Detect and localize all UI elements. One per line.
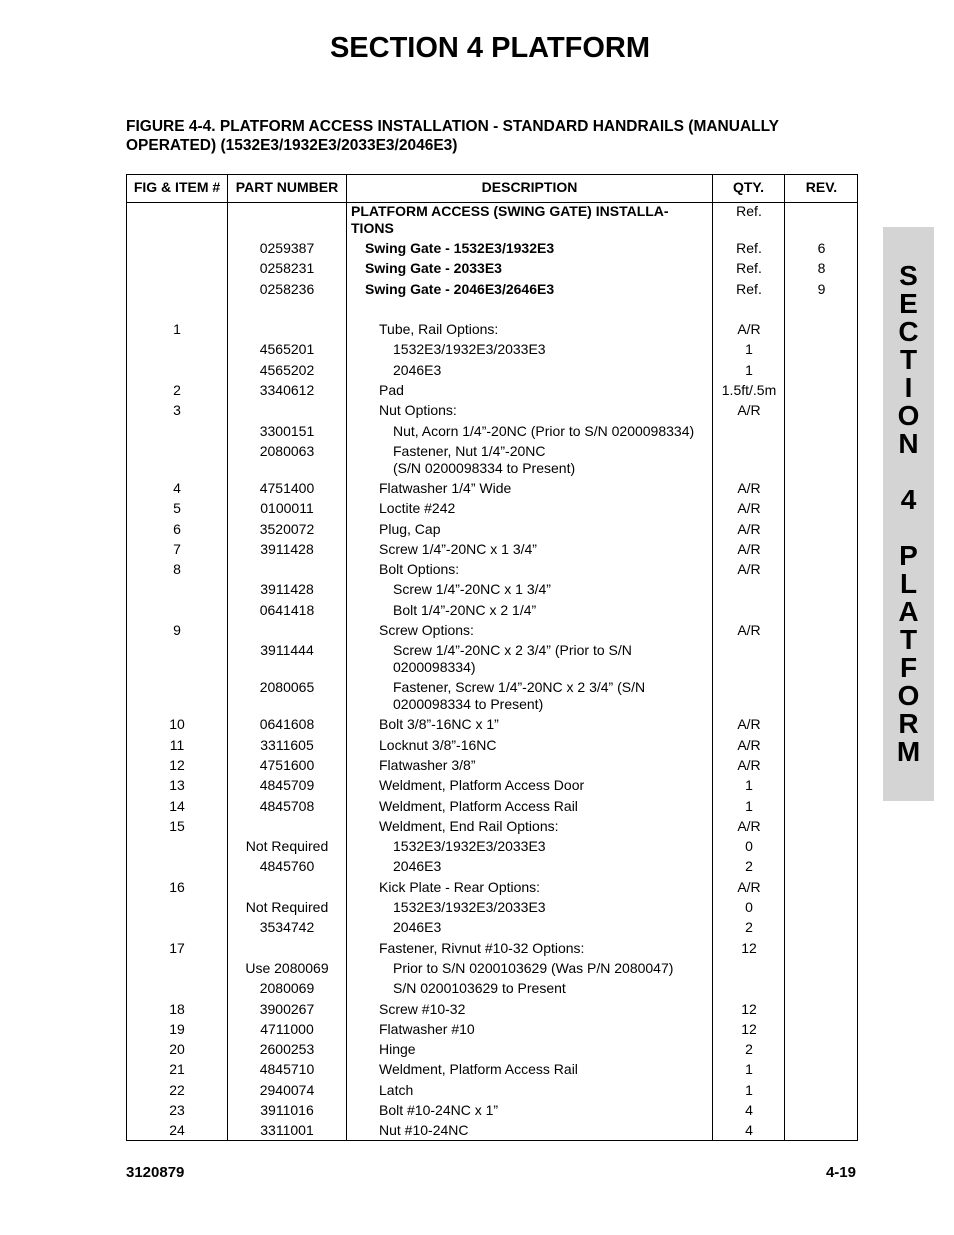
- header-qty: QTY.: [732, 179, 765, 195]
- qty-cell: 1: [745, 797, 753, 814]
- description-cell: [351, 716, 711, 733]
- description-text-line2: TIONS: [351, 220, 394, 236]
- description-cell: [351, 341, 711, 358]
- side-tab-letter: L: [899, 568, 918, 599]
- footer-doc-number: 3120879: [126, 1164, 185, 1181]
- side-tab-letter: T: [899, 624, 918, 655]
- part-number-cell: 0641608: [259, 716, 315, 733]
- fig-item-cell: 17: [169, 939, 185, 956]
- part-number-cell: 4845708: [259, 797, 315, 814]
- fig-item-cell: 3: [173, 402, 181, 419]
- description-cell: [351, 737, 711, 754]
- qty-cell: 0: [745, 899, 753, 916]
- description-cell: [351, 1021, 711, 1038]
- table-row: [127, 940, 857, 960]
- table-row: [127, 838, 857, 858]
- description-cell: [351, 1102, 711, 1119]
- part-number-cell: 2080065: [259, 679, 315, 696]
- description-cell: [351, 980, 711, 997]
- description-text: Pad: [379, 382, 404, 399]
- side-tab-letters: [883, 262, 934, 766]
- part-number-cell: 4565202: [259, 361, 315, 378]
- part-number-cell: 4751600: [259, 756, 315, 773]
- description-cell: [351, 838, 711, 855]
- table-row: [127, 818, 857, 838]
- qty-cell: Ref.: [736, 260, 762, 277]
- description-text: 1532E3/1932E3/2033E3: [393, 838, 546, 855]
- part-number-cell: 0259387: [259, 240, 315, 256]
- qty-cell: A/R: [737, 736, 761, 753]
- description-cell: [351, 541, 711, 558]
- qty-cell: 4: [745, 1122, 753, 1139]
- part-number-cell: 0641418: [259, 601, 315, 618]
- side-tab-letter: [883, 514, 934, 542]
- description-cell: [351, 858, 711, 875]
- table-row: [127, 341, 857, 361]
- description-cell: [351, 260, 711, 277]
- qty-cell: 1: [745, 1061, 753, 1078]
- description-text: Screw #10-32: [379, 1000, 466, 1017]
- description-cell: [351, 818, 711, 835]
- table-row: [127, 899, 857, 919]
- fig-item-cell: 11: [169, 736, 185, 753]
- description-cell: [351, 423, 711, 440]
- fig-item-cell: 14: [169, 797, 185, 814]
- description-text: Bolt 3/8”-16NC x 1”: [379, 716, 499, 733]
- description-text: 2046E3: [393, 919, 442, 936]
- section-side-tab[interactable]: [883, 227, 934, 801]
- table-row: [127, 919, 857, 939]
- table-row: [127, 240, 857, 260]
- part-number-cell: 2080069: [259, 980, 315, 997]
- description-text: Bolt Options:: [379, 561, 460, 578]
- description-cell: [351, 203, 711, 237]
- header-description: DESCRIPTION: [481, 179, 578, 195]
- rev-cell: 9: [817, 280, 826, 297]
- side-tab-letter: M: [896, 736, 921, 767]
- qty-cell: 12: [741, 939, 757, 956]
- part-number-cell: 4751400: [259, 479, 315, 496]
- table-row: [127, 642, 857, 679]
- part-number-cell: 0100011: [260, 500, 314, 517]
- table-row: [127, 1102, 857, 1122]
- description-cell: [351, 1041, 711, 1058]
- table-row: [127, 622, 857, 642]
- table-header: [127, 175, 857, 203]
- part-number-cell: 0258231: [259, 260, 315, 277]
- table-row: [127, 321, 857, 341]
- qty-cell: A/R: [737, 756, 761, 773]
- qty-cell: 12: [741, 1000, 757, 1017]
- qty-cell: 1: [745, 361, 753, 378]
- side-tab-letter: O: [897, 400, 920, 431]
- qty-cell: A/R: [737, 500, 761, 517]
- description-cell: [351, 899, 711, 916]
- fig-item-cell: 4: [173, 479, 181, 496]
- description-text-line2: (S/N 0200098334 to Present): [393, 459, 576, 476]
- description-text: Weldment, Platform Access Rail: [379, 1061, 578, 1078]
- table-row: [127, 757, 857, 777]
- qty-cell: A/R: [737, 321, 761, 338]
- table-row: [127, 402, 857, 422]
- table-row: [127, 679, 857, 716]
- table-row: [127, 716, 857, 736]
- table-row: [127, 561, 857, 581]
- fig-item-cell: 13: [169, 777, 185, 794]
- footer-page-number: 4-19: [825, 1164, 856, 1181]
- description-text: Hinge: [379, 1041, 416, 1058]
- part-number-cell: 3311001: [260, 1122, 314, 1139]
- description-text: Tube, Rail Options:: [379, 321, 499, 338]
- table-row: [127, 423, 857, 443]
- table-row: [127, 1061, 857, 1081]
- parts-table: [126, 174, 858, 1141]
- description-cell: [351, 777, 711, 794]
- fig-item-cell: 8: [173, 561, 181, 578]
- side-tab-letter: S: [899, 260, 918, 291]
- header-fig-item: FIG & ITEM #: [133, 179, 221, 195]
- part-number-cell: 4711000: [260, 1020, 314, 1037]
- table-row: [127, 1001, 857, 1021]
- fig-item-cell: 7: [173, 540, 181, 557]
- side-tab-letter: C: [898, 316, 919, 347]
- table-row: [127, 602, 857, 622]
- side-tab-letter: N: [898, 428, 919, 459]
- qty-cell: A/R: [737, 402, 761, 419]
- description-cell: [351, 679, 711, 713]
- part-number-cell: 3911428: [260, 581, 314, 598]
- qty-cell: 2: [745, 858, 753, 875]
- description-cell: [351, 642, 711, 676]
- part-number-cell: 0258236: [259, 280, 315, 297]
- description-cell: [351, 281, 711, 298]
- header-rev: REV.: [805, 179, 838, 195]
- part-number-cell: Not Required: [245, 899, 329, 916]
- description-text: Fastener, Screw 1/4”-20NC x 2 3/4” (S/N: [393, 679, 646, 696]
- description-cell: [351, 960, 711, 977]
- description-text: Plug, Cap: [379, 520, 441, 537]
- qty-cell: 0: [745, 838, 753, 855]
- part-number-cell: 2080063: [259, 442, 315, 459]
- qty-cell: 2: [745, 919, 753, 936]
- description-cell: [351, 480, 711, 497]
- description-cell: [351, 798, 711, 815]
- qty-cell: 1: [745, 341, 753, 358]
- table-row: [127, 1082, 857, 1102]
- part-number-cell: 4565201: [259, 341, 315, 358]
- description-cell: [351, 382, 711, 399]
- description-text: Swing Gate - 2033E3: [365, 260, 502, 277]
- description-text: Flatwasher #10: [379, 1020, 475, 1037]
- qty-cell: A/R: [737, 817, 761, 834]
- side-tab-letter: A: [898, 596, 919, 627]
- table-row: [127, 1041, 857, 1061]
- qty-cell: Ref.: [736, 280, 762, 297]
- table-row: [127, 777, 857, 797]
- description-cell: [351, 1082, 711, 1099]
- qty-cell: A/R: [737, 622, 761, 639]
- fig-item-cell: 5: [173, 500, 181, 517]
- description-cell: [351, 1001, 711, 1018]
- description-text: 2046E3: [393, 858, 442, 875]
- side-tab-letter: 4: [900, 484, 917, 515]
- section-title: SECTION 4 PLATFORM: [329, 32, 651, 64]
- qty-cell: 1.5ft/.5m: [721, 382, 777, 399]
- fig-item-cell: 9: [173, 622, 181, 639]
- part-number-cell: 3911444: [260, 642, 314, 659]
- header-part-number: PART NUMBER: [235, 179, 339, 195]
- fig-item-cell: 16: [169, 878, 185, 895]
- qty-cell: A/R: [737, 520, 761, 537]
- qty-cell: Ref.: [736, 203, 762, 219]
- table-row: [127, 737, 857, 757]
- description-text: S/N 0200103629 to Present: [393, 980, 566, 997]
- description-text: Latch: [379, 1081, 414, 1098]
- part-number-cell: 4845709: [259, 777, 315, 794]
- part-number-cell: 3340612: [259, 382, 315, 399]
- description-cell: [351, 561, 711, 578]
- description-cell: [351, 622, 711, 639]
- table-row: [127, 521, 857, 541]
- description-text: Bolt 1/4”-20NC x 2 1/4”: [393, 601, 537, 618]
- table-row: [127, 480, 857, 500]
- table-row: [127, 362, 857, 382]
- table-row: [127, 500, 857, 520]
- table-row: [127, 382, 857, 402]
- table-row: [127, 960, 857, 980]
- description-text: Nut Options:: [379, 402, 457, 419]
- description-text: Screw 1/4”-20NC x 1 3/4”: [379, 540, 537, 557]
- description-text-line2: 0200098334): [393, 659, 476, 676]
- description-text: Fastener, Rivnut #10-32 Options:: [379, 939, 585, 956]
- description-cell: [351, 581, 711, 598]
- description-text: Screw Options:: [379, 622, 474, 639]
- table-row: [127, 858, 857, 878]
- table-row: [127, 301, 857, 321]
- description-text: Weldment, End Rail Options:: [379, 817, 559, 834]
- description-cell: [351, 443, 711, 477]
- qty-cell: 2: [745, 1041, 753, 1058]
- fig-item-cell: 23: [169, 1101, 185, 1118]
- part-number-cell: 3911016: [260, 1101, 314, 1118]
- part-number-cell: 2600253: [259, 1041, 315, 1058]
- description-text: Weldment, Platform Access Door: [379, 777, 585, 794]
- qty-cell: A/R: [737, 540, 761, 557]
- qty-cell: 4: [745, 1101, 753, 1118]
- description-cell: [351, 602, 711, 619]
- description-text: 1532E3/1932E3/2033E3: [393, 899, 546, 916]
- description-text: Swing Gate - 1532E3/1932E3: [365, 240, 555, 256]
- description-cell: [351, 521, 711, 538]
- fig-item-cell: 22: [169, 1081, 185, 1098]
- qty-cell: A/R: [737, 479, 761, 496]
- table-row: [127, 260, 857, 280]
- part-number-cell: 3911428: [260, 540, 314, 557]
- table-row: [127, 1122, 857, 1142]
- description-cell: [351, 321, 711, 338]
- qty-cell: A/R: [737, 716, 761, 733]
- side-tab-letter: P: [899, 540, 918, 571]
- table-row: [127, 980, 857, 1000]
- fig-item-cell: 20: [169, 1041, 185, 1058]
- fig-item-cell: 19: [169, 1020, 185, 1037]
- fig-item-cell: 15: [169, 817, 185, 834]
- side-tab-letter: R: [898, 708, 919, 739]
- description-cell: [351, 940, 711, 957]
- rev-cell: 8: [817, 260, 826, 277]
- qty-cell: Ref.: [736, 240, 762, 256]
- description-cell: [351, 240, 711, 257]
- fig-item-cell: 18: [169, 1000, 185, 1017]
- figure-title: FIGURE 4-4. PLATFORM ACCESS INSTALLATION - STANDARD HANDRAILS (MANUALLY OPERATED) (1532E3/1932E3/2033E3/2046E3): [126, 118, 779, 154]
- qty-cell: A/R: [737, 878, 761, 895]
- fig-item-cell: 24: [169, 1122, 185, 1139]
- table-row: [127, 541, 857, 561]
- description-text: Bolt #10-24NC x 1”: [379, 1101, 499, 1118]
- description-text: Prior to S/N 0200103629 (Was P/N 2080047): [393, 959, 674, 976]
- side-tab-letter: [883, 458, 934, 486]
- part-number-cell: 3900267: [259, 1000, 315, 1017]
- part-number-cell: 4845710: [259, 1061, 315, 1078]
- description-text: Kick Plate - Rear Options:: [379, 878, 541, 895]
- description-cell: [351, 879, 711, 896]
- description-cell: [351, 919, 711, 936]
- side-tab-letter: I: [904, 372, 913, 403]
- qty-cell: 1: [745, 1081, 753, 1098]
- description-text: Swing Gate - 2046E3/2646E3: [365, 280, 555, 297]
- description-text-line2: 0200098334 to Present): [393, 696, 544, 713]
- fig-item-cell: 12: [169, 756, 185, 773]
- description-text: Flatwasher 3/8”: [379, 756, 476, 773]
- fig-item-cell: 2: [173, 382, 181, 399]
- description-text: 2046E3: [393, 361, 442, 378]
- part-number-cell: 2940074: [259, 1081, 315, 1098]
- side-tab-letter: E: [899, 288, 918, 319]
- fig-item-cell: 6: [173, 520, 181, 537]
- description-cell: [351, 1061, 711, 1078]
- qty-cell: 12: [741, 1020, 757, 1037]
- fig-item-cell: 1: [173, 321, 181, 338]
- side-tab-letter: O: [897, 680, 920, 711]
- part-number-cell: 3520072: [259, 520, 315, 537]
- table-row: [127, 203, 857, 240]
- part-number-cell: 3300151: [259, 422, 315, 439]
- description-text: Locknut 3/8”-16NC: [379, 736, 497, 753]
- description-cell: [351, 362, 711, 379]
- fig-item-cell: 10: [169, 716, 185, 733]
- description-text: Nut, Acorn 1/4”-20NC (Prior to S/N 0200098334): [393, 422, 695, 439]
- table-row: [127, 798, 857, 818]
- part-number-cell: Use 2080069: [245, 959, 329, 976]
- table-row: [127, 281, 857, 301]
- description-text: Screw 1/4”-20NC x 2 3/4” (Prior to S/N: [393, 642, 632, 659]
- fig-item-cell: 21: [169, 1061, 185, 1078]
- table-row: [127, 443, 857, 480]
- side-tab-letter: T: [899, 344, 918, 375]
- description-cell: [351, 500, 711, 517]
- description-cell: [351, 402, 711, 419]
- part-number-cell: 4845760: [259, 858, 315, 875]
- table-body: [127, 203, 857, 1143]
- description-cell: [351, 1122, 711, 1139]
- description-text: Weldment, Platform Access Rail: [379, 797, 578, 814]
- description-text: 1532E3/1932E3/2033E3: [393, 341, 546, 358]
- qty-cell: A/R: [737, 561, 761, 578]
- table-row: [127, 1021, 857, 1041]
- side-tab-letter: F: [899, 652, 918, 683]
- rev-cell: 6: [817, 240, 826, 256]
- part-number-cell: 3534742: [259, 919, 315, 936]
- qty-cell: 1: [745, 777, 753, 794]
- description-text: Flatwasher 1/4” Wide: [379, 479, 512, 496]
- description-text: PLATFORM ACCESS (SWING GATE) INSTALLA-: [351, 203, 669, 219]
- table-row: [127, 581, 857, 601]
- description-text: Loctite #242: [379, 500, 456, 517]
- part-number-cell: 3311605: [260, 736, 314, 753]
- description-text: Screw 1/4”-20NC x 1 3/4”: [393, 581, 551, 598]
- description-text: Nut #10-24NC: [379, 1122, 469, 1139]
- part-number-cell: Not Required: [245, 838, 329, 855]
- table-row: [127, 879, 857, 899]
- description-text: Fastener, Nut 1/4”-20NC: [393, 442, 546, 459]
- description-cell: [351, 757, 711, 774]
